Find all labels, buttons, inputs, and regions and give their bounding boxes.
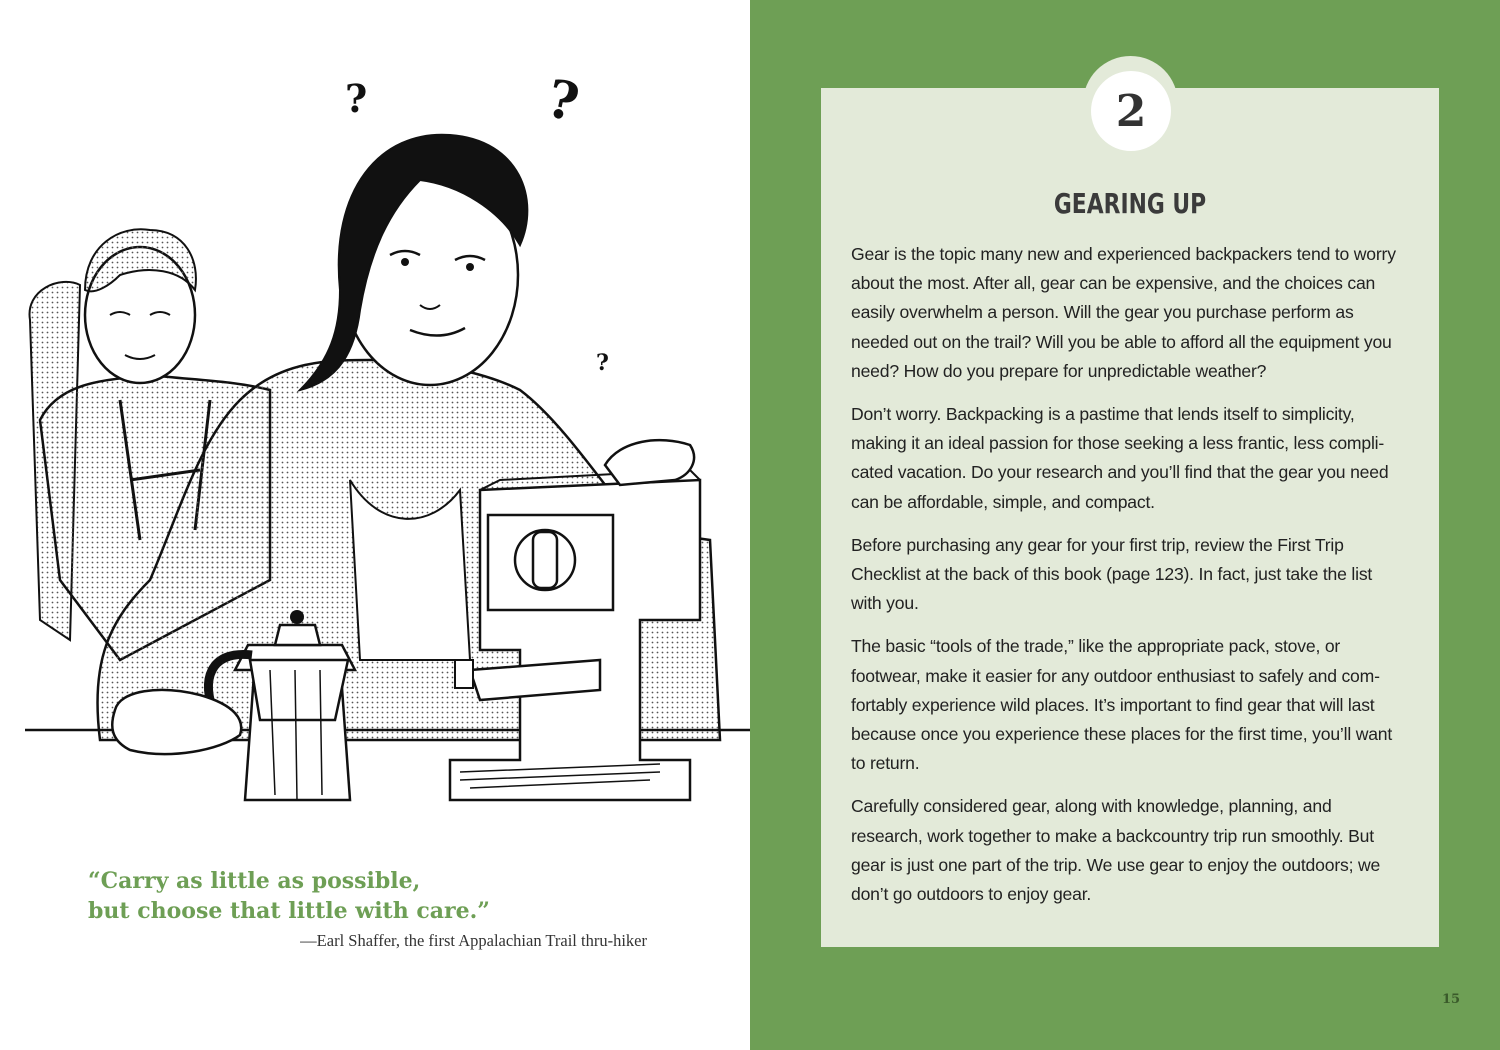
text-line: research, work together to make a backcountry trip run smoothly. But bbox=[851, 825, 1374, 846]
text-line: Carefully considered gear, along with knowledge, planning, and bbox=[851, 796, 1332, 817]
quote-line: but choose that little with care.” bbox=[88, 898, 490, 924]
text-line: Gear is the topic many new and experienced backpackers tend to worry bbox=[851, 244, 1396, 264]
paragraph bbox=[851, 792, 1426, 909]
paragraph bbox=[851, 240, 1426, 386]
text-line: to return. bbox=[851, 753, 920, 774]
page-number: 15 bbox=[1441, 992, 1461, 1007]
text-line: gear is just one part of the trip. We use gear to enjoy the outdoors; we bbox=[851, 854, 1381, 875]
paragraph bbox=[851, 632, 1426, 778]
quote-attribution: —Earl Shaffer, the first Appalachian Trail thru-hiker bbox=[300, 931, 647, 950]
text-line: Before purchasing any gear for your first trip, review the First Trip bbox=[851, 534, 1344, 555]
pull-quote bbox=[88, 866, 688, 926]
text-line: because once you experience these places for the first time, you’ll want bbox=[851, 724, 1393, 745]
text-line: Checklist at the back of this book (page 123). In fact, just take the list bbox=[851, 564, 1373, 585]
text-line: making it an ideal passion for those seeking a less frantic, less compli- bbox=[851, 433, 1385, 454]
question-mark-icon: ? bbox=[541, 68, 585, 135]
text-line: footwear, make it easier for any outdoor enthusiast to safely and com- bbox=[851, 665, 1380, 686]
text-line: cated vacation. Do your research and you’ll find that the gear you need bbox=[851, 462, 1389, 483]
coffee-maker-illustration bbox=[0, 60, 750, 840]
text-line: fortably experience wild places. It’s important to find gear that will last bbox=[851, 694, 1375, 715]
text-line: Don’t worry. Backpacking is a pastime that lends itself to simplicity, bbox=[851, 404, 1355, 425]
text-line: about the most. After all, gear can be expensive, and the choices can bbox=[851, 273, 1376, 294]
text-line: with you. bbox=[851, 593, 919, 614]
quote-line: “Carry as little as possible, bbox=[88, 868, 421, 894]
body-text bbox=[851, 240, 1426, 923]
chapter-title: GEARING UP bbox=[1053, 187, 1207, 220]
text-line: easily overwhelm a person. Will the gear you purchase perform as bbox=[851, 302, 1354, 323]
question-mark-icon: ? bbox=[345, 76, 368, 121]
paragraph bbox=[851, 531, 1426, 619]
text-line: don’t go outdoors to enjoy gear. bbox=[851, 884, 1092, 905]
text-line: needed out on the trail? Will you be able to afford all the equipment you bbox=[851, 331, 1392, 352]
text-line: The basic “tools of the trade,” like the appropriate pack, stove, or bbox=[851, 636, 1341, 657]
text-line: need? How do you prepare for unpredictable weather? bbox=[851, 360, 1267, 381]
text-line: can be affordable, simple, and compact. bbox=[851, 491, 1155, 512]
question-mark-icon: ? bbox=[596, 350, 609, 376]
paragraph bbox=[851, 400, 1426, 517]
woman-hand bbox=[605, 440, 694, 485]
chapter-number: 2 bbox=[1091, 71, 1171, 151]
